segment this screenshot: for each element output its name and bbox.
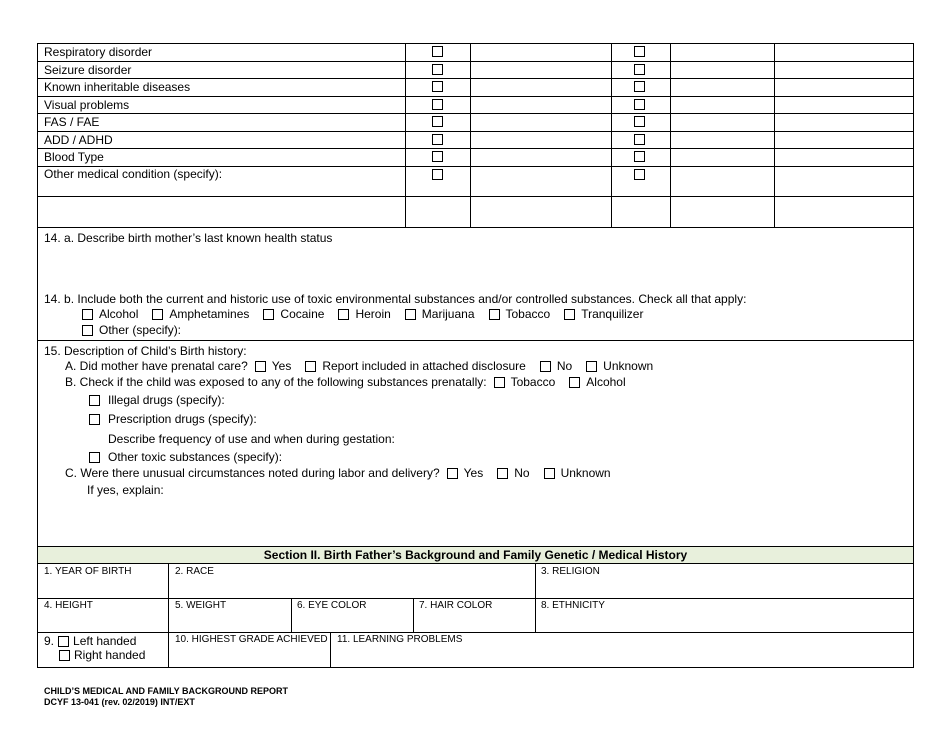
q14b-option: Alcohol [99, 307, 139, 321]
q14b-checkbox[interactable] [564, 309, 575, 320]
condition-checkbox[interactable] [634, 46, 645, 57]
height-label: 4. HEIGHT [44, 600, 93, 611]
q15a-checkbox[interactable] [586, 361, 597, 372]
ethnicity-label: 8. ETHNICITY [541, 600, 605, 611]
condition-checkbox[interactable] [432, 134, 443, 145]
religion-label: 3. RELIGION [541, 566, 600, 577]
q14b-label: 14. b. Include both the current and historic use of toxic environmental substances and/or controlled substances. Check all that apply: [44, 292, 747, 306]
condition-label: Visual problems [44, 98, 130, 112]
condition-label: Other medical condition (specify): [44, 167, 223, 181]
q14b-other [82, 323, 181, 337]
condition-checkbox[interactable] [432, 46, 443, 57]
q15b-checkbox[interactable] [494, 377, 505, 388]
q15-illegal-row [89, 393, 225, 407]
condition-checkbox[interactable] [634, 151, 645, 162]
race-label: 2. RACE [175, 566, 214, 577]
q15b-row [65, 375, 626, 389]
right-handed-row [59, 648, 145, 662]
q14b-checkbox[interactable] [338, 309, 349, 320]
q15-prescription-checkbox[interactable] [89, 414, 100, 425]
q15a-label: A. Did mother have prenatal care? [65, 359, 248, 373]
q14b-checkbox[interactable] [263, 309, 274, 320]
condition-label: Known inheritable diseases [44, 80, 191, 94]
q15c-option: Unknown [560, 466, 611, 480]
right-handed-checkbox[interactable] [59, 650, 70, 661]
q15-other-toxic-checkbox[interactable] [89, 452, 100, 463]
q15a-row [65, 359, 653, 373]
condition-checkbox[interactable] [634, 169, 645, 180]
q15a-checkbox[interactable] [305, 361, 316, 372]
q15c-option: No [514, 466, 530, 480]
q15c-row [65, 466, 611, 480]
right-handed-label: Right handed [74, 648, 146, 662]
q15c-checkbox[interactable] [497, 468, 508, 479]
q15-frequency-label: Describe frequency of use and when during gestation: [108, 432, 395, 446]
q15b-label: B. Check if the child was exposed to any of the following substances prenatally: [65, 375, 487, 389]
condition-checkbox[interactable] [432, 116, 443, 127]
q14a-label: 14. a. Describe birth mother’s last known health status [44, 231, 333, 245]
condition-label: Blood Type [44, 150, 104, 164]
left-handed-row [44, 634, 136, 648]
q14b-option: Cocaine [280, 307, 325, 321]
q15b-checkbox[interactable] [569, 377, 580, 388]
left-handed-checkbox[interactable] [58, 636, 69, 647]
condition-checkbox[interactable] [432, 81, 443, 92]
eye-color-label: 6. EYE COLOR [297, 600, 367, 611]
q14b-option: Tranquilizer [581, 307, 644, 321]
condition-checkbox[interactable] [634, 134, 645, 145]
q15a-option: Yes [271, 359, 292, 373]
hair-color-label: 7. HAIR COLOR [419, 600, 493, 611]
left-handed-label: Left handed [73, 634, 137, 648]
q15-illegal-label: Illegal drugs (specify): [108, 393, 225, 407]
highest-grade-label: 10. HIGHEST GRADE ACHIEVED [175, 634, 328, 645]
condition-checkbox[interactable] [432, 169, 443, 180]
q15-prescription-row [89, 412, 257, 426]
section2-title: Section II. Birth Father’s Background and Family Genetic / Medical History [263, 548, 688, 562]
condition-label: ADD / ADHD [44, 133, 113, 147]
condition-label: Seizure disorder [44, 63, 132, 77]
q14b-checkbox[interactable] [405, 309, 416, 320]
condition-label: Respiratory disorder [44, 45, 153, 59]
condition-checkbox[interactable] [634, 116, 645, 127]
q14b-option: Amphetamines [169, 307, 250, 321]
condition-checkbox[interactable] [634, 81, 645, 92]
year-of-birth-label: 1. YEAR OF BIRTH [44, 566, 132, 577]
q15-illegal-checkbox[interactable] [89, 395, 100, 406]
footer-form-number: DCYF 13-041 (rev. 02/2019) INT/EXT [44, 697, 195, 707]
q14b-other-checkbox[interactable] [82, 325, 93, 336]
q14b-checkbox[interactable] [82, 309, 93, 320]
q15a-option: No [556, 359, 573, 373]
q15c-explain-label: If yes, explain: [87, 483, 164, 497]
q14b-option: Marijuana [421, 307, 475, 321]
q15c-label: C. Were there unusual circumstances noted during labor and delivery? [65, 466, 440, 480]
q14b-checkbox[interactable] [152, 309, 163, 320]
weight-label: 5. WEIGHT [175, 600, 227, 611]
condition-checkbox[interactable] [432, 99, 443, 110]
condition-checkbox[interactable] [634, 99, 645, 110]
q15-other-toxic-row [89, 450, 282, 464]
q14b-options [82, 307, 643, 321]
q15a-checkbox[interactable] [255, 361, 266, 372]
q15-other-toxic-label: Other toxic substances (specify): [108, 450, 283, 464]
handed-number: 9. [44, 634, 55, 648]
q15c-checkbox[interactable] [447, 468, 458, 479]
learning-problems-label: 11. LEARNING PROBLEMS [337, 634, 463, 645]
footer-report-title: CHILD’S MEDICAL AND FAMILY BACKGROUND REPORT [44, 686, 289, 696]
condition-checkbox[interactable] [634, 64, 645, 75]
q15c-checkbox[interactable] [544, 468, 555, 479]
q14b-option: Tobacco [505, 307, 551, 321]
q15a-option: Report included in attached disclosure [322, 359, 526, 373]
q14b-other-label: Other (specify): [99, 323, 182, 337]
q15b-option: Alcohol [586, 375, 626, 389]
q15a-checkbox[interactable] [540, 361, 551, 372]
q14b-checkbox[interactable] [489, 309, 500, 320]
condition-checkbox[interactable] [432, 151, 443, 162]
condition-label: FAS / FAE [44, 115, 100, 129]
condition-checkbox[interactable] [432, 64, 443, 75]
q15a-option: Unknown [603, 359, 654, 373]
q15-prescription-label: Prescription drugs (specify): [108, 412, 257, 426]
q15-title: 15. Description of Child’s Birth history: [44, 344, 247, 358]
q15c-option: Yes [463, 466, 484, 480]
q14b-option: Heroin [355, 307, 391, 321]
q15b-option: Tobacco [510, 375, 556, 389]
